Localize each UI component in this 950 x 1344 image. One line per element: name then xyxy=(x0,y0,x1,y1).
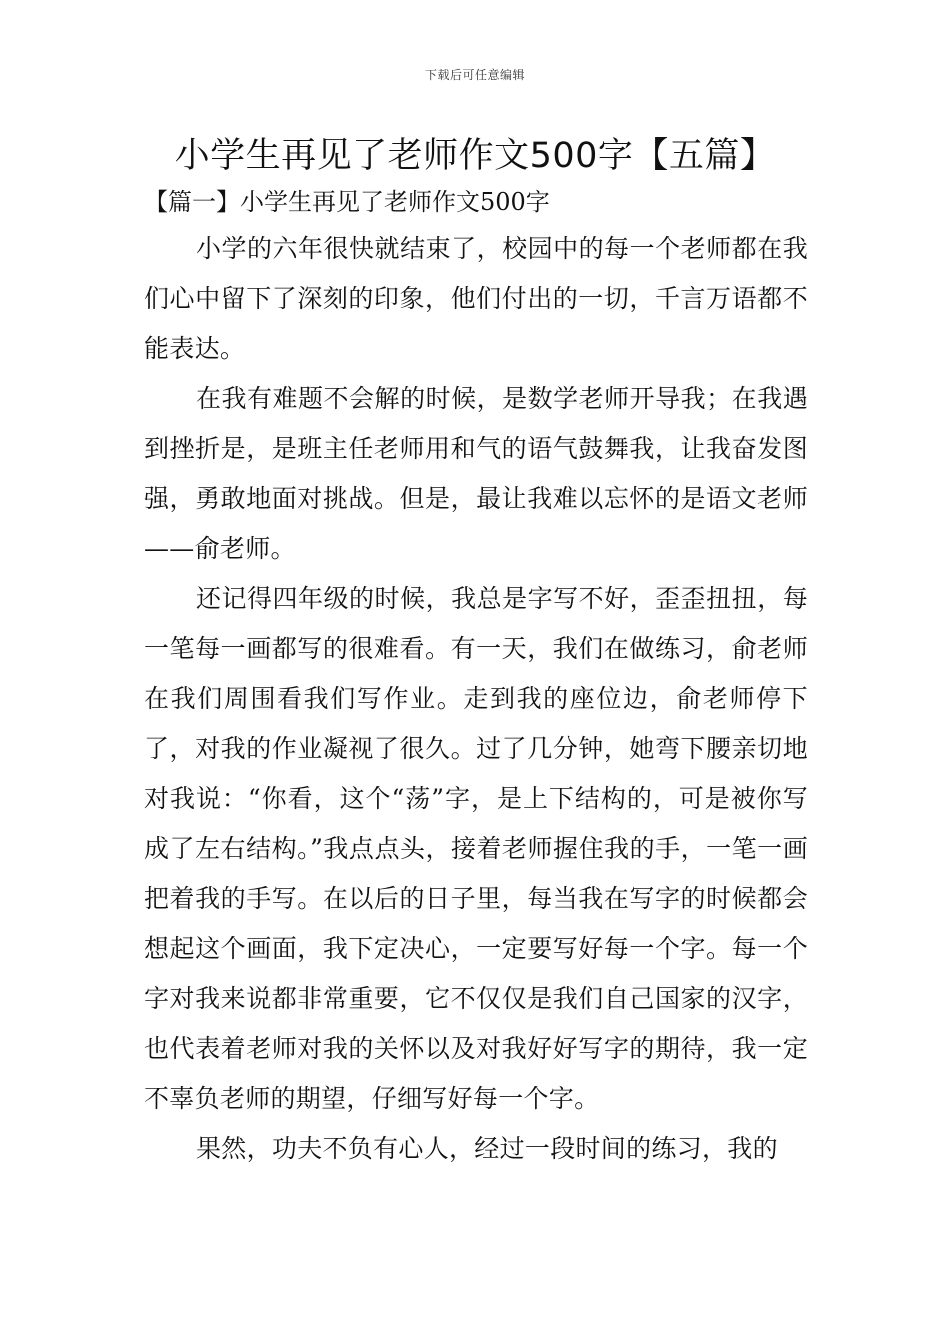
document-title: 小学生再见了老师作文500字【五篇】 xyxy=(174,136,776,176)
section-heading: 【篇一】小学生再见了老师作文500字 xyxy=(144,188,550,216)
paragraph-2: 在我有难题不会解的时候，是数学老师开导我；在我遇到挫折是，是班主任老师用和气的语气鼓舞我，让我奋发图强，勇敢地面对挑战。但是，最让我难以忘怀的是语文老师——俞老师。 xyxy=(144,384,808,563)
paragraph-4: 果然，功夫不负有心人，经过一段时间的练习，我的 xyxy=(196,1134,778,1163)
paragraph-1: 小学的六年很快就结束了，校园中的每一个老师都在我们心中留下了深刻的印象，他们付出的一切，千言万语都不能表达。 xyxy=(144,234,808,363)
body-text xyxy=(144,224,808,1174)
paragraph-3: 还记得四年级的时候，我总是字写不好，歪歪扭扭，每一笔每一画都写的很难看。有一天，我们在做练习，俞老师在我们周围看我们写作业。走到我的座位边，俞老师停下了，对我的作业凝视了很久。过了几分钟，她弯下腰亲切地对我说：“你看，这个“荡”字，是上下结构的，可是被你写成了左右结构。”我点点头，接着老师握住我的手，一笔一画把着我的手写。在以后的日子里，每当我在写字的时候都会想起这个画面，我下定决心，一定要写好每一个字。每一个字对我来说都非常重要，它不仅仅是我们自己国家的汉字，也代表着老师对我的关怀以及对我好好写字的期待，我一定不辜负老师的期望，仔细写好每一个字。 xyxy=(144,584,808,1113)
header-note: 下载后可任意编辑 xyxy=(424,68,525,82)
